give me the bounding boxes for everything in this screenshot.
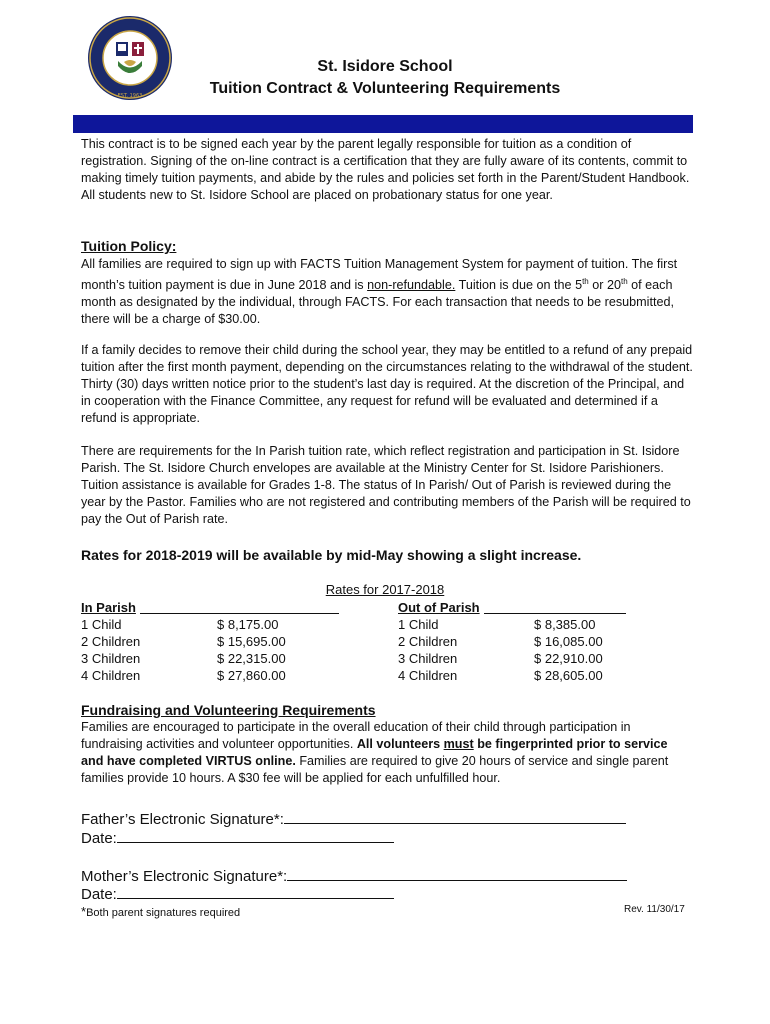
header-bar: [73, 115, 693, 133]
signature-note-text: Both parent signatures required: [86, 907, 241, 919]
rate-row: [81, 650, 341, 667]
tuition-text-b: Tuition is due on the 5: [455, 278, 583, 293]
rates-table-title: Rates for 2017-2018: [325, 582, 445, 597]
fundraising-text-a: Families are encouraged to participate in the overall education of their child through participation in fundraising activities and volunteer opportunities.: [81, 720, 631, 751]
document-title: St. Isidore School: [317, 58, 453, 75]
father-signature-field[interactable]: [284, 809, 626, 824]
rate-label: 4 Children: [81, 668, 141, 683]
superscript-th-2: th: [620, 277, 628, 286]
asterisk: *: [81, 904, 87, 919]
tuition-text-a: All families are required to sign up with FACTS Tuition Management System for payment of tuition. The first month’s tuition payment is due in June 2018 and is: [81, 257, 678, 293]
father-signature-label: Father’s Electronic Signature*:: [81, 811, 284, 828]
mother-date-row: [81, 884, 394, 903]
rate-label: 1 Child: [398, 617, 439, 632]
superscript-th-1: th: [582, 277, 589, 286]
rate-amount: $ 22,910.00: [534, 651, 603, 666]
out-of-parish-heading: Out of Parish: [398, 600, 480, 615]
tuition-policy-paragraph-3: There are requirements for the In Parish tuition rate, which reflect registration and participation in St. Isidore Parish. The St. Isidore Church envelopes are available at the Ministry Center for St. Isidore Parishioners. Tuition assistance is available for Grades 1-8. The status of In Parish/ Out of Parish is reviewed during the year by the Pastor. Families who are not registered and contributing members of the Parish will be required to pay the Out of Parish rate.: [81, 444, 691, 526]
in-parish-rule: [140, 613, 339, 614]
mother-signature-field[interactable]: [287, 866, 627, 881]
signature-note: [81, 904, 240, 919]
fundraising-paragraph: [81, 719, 693, 787]
fundraising-heading: Fundraising and Volunteering Requirements: [81, 702, 376, 718]
father-date-row: [81, 828, 394, 847]
father-date-label: Date:: [81, 830, 117, 847]
tuition-policy-heading: Tuition Policy:: [81, 238, 177, 254]
father-signature-row: [81, 809, 626, 828]
rate-label: 2 Children: [398, 634, 458, 649]
fundraising-bold-2: be fingerprinted prior to service and have completed VIRTUS online.: [81, 737, 668, 768]
mother-signature-row: [81, 866, 627, 885]
tuition-policy-paragraph-1: [81, 256, 693, 328]
in-parish-heading: In Parish: [81, 600, 136, 615]
rate-label: 4 Children: [398, 668, 458, 683]
tuition-text-c: or 20: [588, 278, 621, 293]
rate-row: [398, 667, 638, 684]
rate-row: [398, 650, 638, 667]
fundraising-bold-1: All volunteers: [356, 737, 444, 751]
rates-note: Rates for 2018-2019 will be available by mid-May showing a slight increase.: [81, 547, 582, 563]
fundraising-must: must: [443, 737, 474, 751]
mother-signature-label: Mother’s Electronic Signature*:: [81, 868, 288, 885]
revision-date: Rev. 11/30/17: [624, 904, 685, 915]
rate-row: [81, 633, 341, 650]
rate-row: [398, 616, 638, 633]
tuition-policy-paragraph-2: If a family decides to remove their child during the school year, they may be entitled to a refund of any prepaid tuition after the first month payment, depending on the circumstances relating to the withdrawal of the student. Thirty (30) days written notice prior to the student’s last day is required. At the discretion of the Principal, and in cooperation with the Finance Committee, any request for refund will be evaluated and determined if a refund is appropriate.: [81, 343, 693, 425]
logo-lettering: EST. 1963: [117, 93, 143, 99]
rate-amount: $ 22,315.00: [217, 651, 286, 666]
rate-label: 3 Children: [398, 651, 458, 666]
rate-amount: $ 16,085.00: [534, 634, 603, 649]
mother-date-field[interactable]: [117, 884, 394, 899]
rate-amount: $ 8,385.00: [534, 617, 596, 632]
rate-label: 1 Child: [81, 617, 122, 632]
out-of-parish-rule: [484, 613, 626, 614]
rate-row: [398, 633, 638, 650]
rate-amount: $ 28,605.00: [534, 668, 603, 683]
document-subtitle: Tuition Contract & Volunteering Requirements: [209, 80, 561, 97]
father-date-field[interactable]: [117, 828, 394, 843]
fundraising-text-b: Families are required to give 20 hours of service and single parent families provide 10 hours. A $30 fee will be applied for each unfulfilled hour.: [81, 754, 669, 785]
rate-amount: $ 15,695.00: [217, 634, 286, 649]
non-refundable-text: non-refundable.: [367, 278, 456, 293]
rate-amount: $ 27,860.00: [217, 668, 286, 683]
rate-row: [81, 667, 341, 684]
tuition-text-d: of each month as designated by the individual, through FACTS. For each transaction that needs to be resubmitted, there will be a charge of $30.00.: [81, 278, 674, 327]
rate-row: [81, 616, 341, 633]
rate-label: 2 Children: [81, 634, 141, 649]
intro-paragraph: This contract is to be signed each year by the parent legally responsible for tuition as a condition of registration. Signing of the on-line contract is a certification that they are fully aware of its contents, commit to making timely tuition payments, and abide by the rules and policies set forth in the Parent/Student Handbook. All students new to St. Isidore School are placed on probationary status for one year.: [81, 137, 690, 202]
rate-label: 3 Children: [81, 651, 141, 666]
rate-amount: $ 8,175.00: [217, 617, 279, 632]
mother-date-label: Date:: [81, 886, 117, 903]
